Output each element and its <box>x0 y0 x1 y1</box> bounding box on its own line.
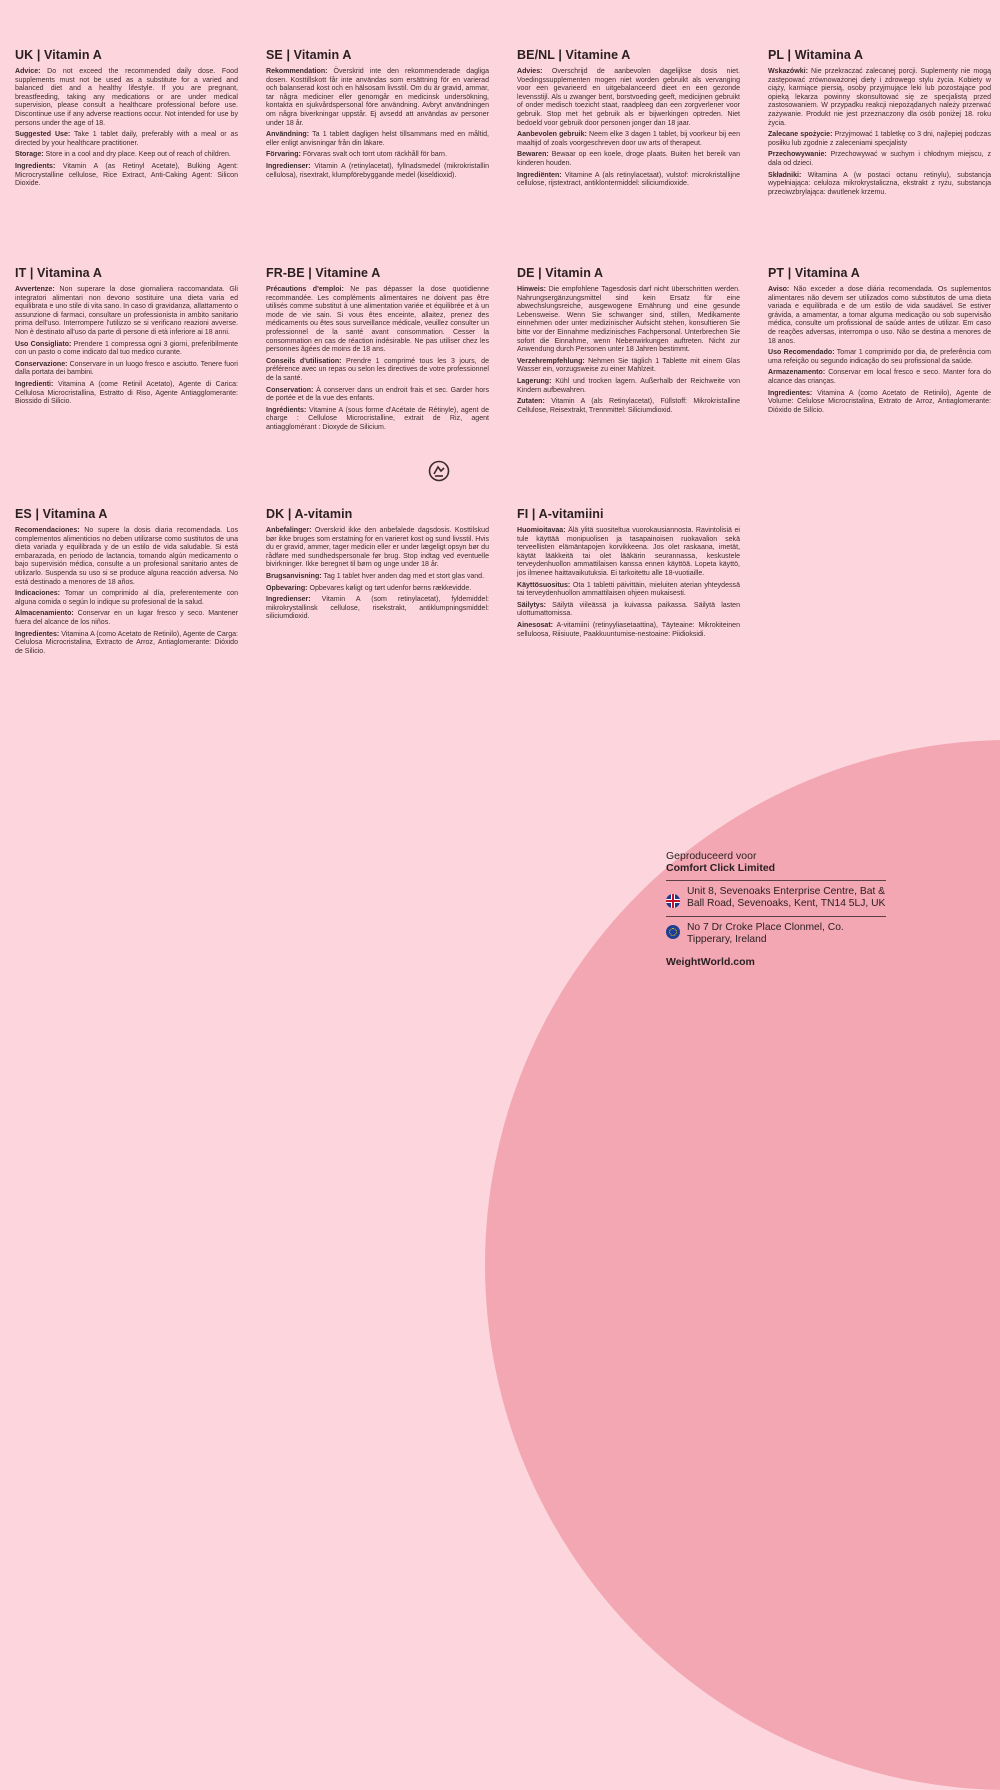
paragraph-label: Armazenamento: <box>768 369 826 377</box>
section-paragraph <box>266 286 489 355</box>
paragraph-label: Ingredienser: <box>266 596 311 604</box>
section-title: SE | Vitamin A <box>266 48 352 62</box>
paragraph-label: Rekommendation: <box>266 68 328 75</box>
paragraph-label: Förvaring: <box>266 151 301 159</box>
paragraph-text: Neem elke 3 dagen 1 tablet, bij voorkeur bij een maaltijd of zoals voorgeschreven door uw arts of therapeut. <box>517 131 740 147</box>
section-paragraph <box>768 68 991 128</box>
section-fr-be <box>266 266 489 436</box>
paragraph-text: Store in a cool and dry place. Keep out of reach of children. <box>43 151 231 159</box>
paragraph-label: Ingrédients: <box>266 406 307 414</box>
section-paragraph <box>15 631 238 657</box>
uk-flag-icon <box>666 894 680 908</box>
section-title: IT | Vitamina A <box>15 266 102 280</box>
section-paragraph <box>517 172 740 189</box>
paragraph-text: Ta 1 tablett dagligen helst tillsammans med en måltid, eller enligt anvisningar från din läkare. <box>266 131 489 147</box>
paragraph-label: Uso Recomendado: <box>768 349 835 357</box>
paragraph-text: Prendre 1 comprimé tous les 3 jours, de préférence avec un repas ou selon les directives de votre professionnel de la santé. <box>266 357 490 382</box>
address-uk-text: Unit 8, Sevenoaks Enterprise Centre, Bat & Ball Road, Sevenoaks, Kent, TN14 5LJ, UK <box>687 886 886 910</box>
paragraph-label: Advies: <box>517 68 543 75</box>
paragraph-label: Verzehrempfehlung: <box>517 357 585 365</box>
paragraph-label: Advice: <box>15 68 41 75</box>
paragraph-text: Vitamine A (als retinylacetaat), vulstof: microkristallijne cellulose, rijstextract, antiklontermiddel: siliciumdioxide. <box>517 171 740 188</box>
paragraph-text: Die empfohlene Tagesdosis darf nicht überschritten werden. Nahrungsergänzungsmittel sind kein Ersatz für eine abwechslungsreiche, ausgewogene Ernährung und eine gesunde Lebensweise. Wenn Sie schwanger sind, stillen, Medikamente einnehmen oder unter medizinischer Aufsicht stehen, konsultieren Sie bitte vor der Einnahme medizinisches Fachpersonal. Unterbrechen Sie sofort die Einnahme, wenn Nebenwirkungen auftreten. Nicht zur Anwendung durch Personen unter 18 Jahren bestimmt. <box>517 286 740 354</box>
section-paragraph <box>768 349 991 366</box>
section-paragraph <box>15 286 238 338</box>
paragraph-text: Overschrijd de aanbevolen dagelijkse dosis niet. Voedingssupplementen mogen niet worden gebruikt als vervanging voor een gevarieerd en uitgebalanceerd dieet en een gezonde levensstijl. Als u zwanger bent, borstvoeding geeft, medicijnen gebruikt of onder medisch toezicht staat, raadpleeg dan een zorgverlener voor gebruik. Stop met het gebruik als er bijwerkingen optreden. Niet bedoeld voor gebruik door personen jonger dan 18 jaar. <box>517 68 740 127</box>
section-title: UK | Vitamin A <box>15 48 102 62</box>
section-paragraph <box>517 358 740 375</box>
address-uk <box>666 880 886 916</box>
company-name: Comfort Click Limited <box>666 862 776 874</box>
section-paragraph <box>266 596 489 622</box>
website-link[interactable]: WeightWorld.com <box>666 956 755 969</box>
section-paragraph <box>768 286 991 346</box>
paragraph-text: Älä ylitä suositeltua vuorokausiannosta. Ravintolisiä ei tule käyttää monipuolisen ja tasapainoisen ruokavalion sekä terveellisten elämäntapojen korvikkeena. Jos olet raskaana, imetät, käytät lääkkeitä tai olet lääkärin seurannassa, keskustele terveydenhuollon ammattilaisen kanssa ennen käyttöä. Lopeta käyttö, jos ilmenee haittavaikutuksia. Ei tarkoitettu alle 18-vuotiaille. <box>517 527 740 577</box>
section-paragraph <box>266 387 489 404</box>
paragraph-label: Ingrediënten: <box>517 171 562 179</box>
section-pl <box>768 48 991 200</box>
section-paragraph <box>15 163 238 189</box>
produced-for-label: Geproduceerd voor <box>666 850 757 862</box>
section-paragraph <box>15 527 238 587</box>
paragraph-text: Przechowywać w suchym i chłodnym miejscu, z dala od dzieci. <box>768 151 991 167</box>
section-title: DK | A-vitamin <box>266 507 353 521</box>
section-paragraph <box>15 381 238 407</box>
paragraph-label: Aanbevolen gebruik: <box>517 131 587 139</box>
paragraph-text: Conservare in un luogo fresco e asciutto. Tenere fuori dalla portata dei bambini. <box>15 360 238 377</box>
section-paragraph <box>517 527 740 579</box>
section-paragraph <box>15 361 238 378</box>
paragraph-label: Recomendaciones: <box>15 527 80 534</box>
paragraph-label: Ingredienser: <box>266 162 311 170</box>
section-de <box>517 266 740 436</box>
section-paragraph <box>517 131 740 148</box>
section-paragraph <box>517 582 740 599</box>
section-paragraph <box>517 286 740 355</box>
paragraph-label: Brugsanvisning: <box>266 572 322 580</box>
row-1 <box>15 48 991 200</box>
section-title: PL | Witamina A <box>768 48 864 62</box>
paragraph-label: Składniki: <box>768 171 802 179</box>
section-title: PT | Vitamina A <box>768 266 860 280</box>
paragraph-label: Käyttösuositus: <box>517 581 571 589</box>
paragraph-text: Tag 1 tablet hver anden dag med et stort glas vand. <box>321 572 485 580</box>
paragraph-label: Huomioitavaa: <box>517 527 566 534</box>
paragraph-text: Vitamina A (come Retinil Acetato), Agente di Carica: Cellulosa Microcristallina, Estratto di Riso, Agente Antiagglomerante: Biossido di Silicio. <box>15 380 238 406</box>
section-se <box>266 48 489 200</box>
section-paragraph <box>266 68 489 128</box>
section-paragraph <box>517 378 740 395</box>
section-paragraph <box>768 172 991 198</box>
section-paragraph <box>266 358 489 384</box>
paragraph-label: Przechowywanie: <box>768 151 827 159</box>
section-paragraph <box>15 131 238 148</box>
section-paragraph <box>266 151 489 160</box>
section-paragraph <box>517 622 740 639</box>
section-fi <box>517 507 740 659</box>
paragraph-text: Nie przekraczać zalecanej porcji. Suplementy nie mogą zastępować zrównoważonej diety i zdrowego stylu życia. Kobiety w ciąży, karmiące piersią, osoby przyjmujące leki lub pozostające pod opieką lekarza powinny skonsultować się ze specjalistą przed zastosowaniem. W przypadku reakcji niepożądanych należy przerwać zażywanie. Produkt nie jest przeznaczony dla osób poniżej 18. roku życia. <box>768 68 991 127</box>
paragraph-text: À conserver dans un endroit frais et sec. Garder hors de portée et de la vue des enfants. <box>266 386 489 403</box>
paragraph-text: Conservar en un lugar fresco y seco. Mantener fuera del alcance de los niños. <box>15 610 238 626</box>
paragraph-text: Tomar 1 comprimido por dia, de preferência com uma refeição ou segundo indicação do seu profissional da saúde. <box>768 349 992 365</box>
section-paragraph <box>266 131 489 148</box>
manufacturer-block <box>666 850 886 968</box>
paragraph-label: Aviso: <box>768 286 790 293</box>
paragraph-label: Säilytys: <box>517 601 546 609</box>
section-uk <box>15 48 238 200</box>
paragraph-text: Ne pas dépasser la dose quotidienne recommandée. Les compléments alimentaires ne doivent pas être utilisés comme substitut à une alimentation variée et équilibrée et à un mode de vie sain. Si vous êtes enceinte, allaitez, prenez des médicaments ou êtes sous surveillance médicale, veuillez consulter un professionnel de la santé avant consommation. Cesser la consommation en cas de réaction indésirable. Ne pas utiliser chez les personnes âgées de moins de 18 ans. <box>266 286 489 354</box>
section-title: FI | A-vitamiini <box>517 507 604 521</box>
paragraph-label: Hinweis: <box>517 286 546 293</box>
section-title: BE/NL | Vitamine A <box>517 48 631 62</box>
section-it <box>15 266 238 436</box>
paragraph-label: Suggested Use: <box>15 131 71 139</box>
address-ie-text: No 7 Dr Croke Place Clonmel, Co. Tipperary, Ireland <box>687 921 844 946</box>
section-dk <box>266 507 489 659</box>
paragraph-label: Précautions d'emploi: <box>266 286 344 293</box>
paragraph-text: Vitamin A (as Retinyl Acetate), Bulking Agent: Microcrystalline cellulose, Rice Extract, Anti-Caking Agent: Silicon Dioxide. <box>15 162 238 188</box>
section-paragraph <box>266 407 489 433</box>
recycle-logo-icon <box>428 460 450 482</box>
paragraph-text: Overskrid ikke den anbefalede dagsdosis. Kosttilskud bør ikke bruges som erstatning for en varieret kost og sund livsstil. Hvis du er gravid, ammer, tager medicin eller er under lægeligt opsyn bør du rådføre med sundhedspersonale før brug. Stop indtag ved eventuelle bivirkninger. Ikke beregnet til børn og unge under 18 år. <box>266 527 489 569</box>
paragraph-text: Överskrid inte den rekommenderade dagliga dosen. Kosttillskott får inte användas som ersättning för en varierad och balanserad kost och en hälsosam livsstil. Om du är gravid, ammar, tar några mediciner eller genomgår en medicinsk undersökning, kontakta en sjukvårdspersonal före användning. Avbryt användningen om några biverkningar uppstår. Ej avsedd att användas av personer under 18 år. <box>266 68 489 127</box>
section-title: DE | Vitamin A <box>517 266 604 280</box>
section-title: ES | Vitamina A <box>15 507 108 521</box>
paragraph-text: Ota 1 tabletti päivittäin, mieluiten aterian yhteydessä tai terveydenhuollon ammattilaisen ohjeen mukaisesti. <box>517 581 740 598</box>
section-paragraph <box>266 573 489 582</box>
section-paragraph <box>15 610 238 627</box>
section-paragraph <box>517 602 740 619</box>
paragraph-text: No supere la dosis diaria recomendada. Los complementos alimenticios no deben utilizarse como sustitutos de una dieta variada y equilibrada y de un estilo de vida saludable. Si está embarazada, en periodo de lactancia, tomando algún medicamento o bajo supervisión médica, consulte a un profesional sanitario antes de utilizarlo. Suspenda su uso si se produce alguna reacción adversa. No está destinado a menores de 18 años. <box>15 527 238 586</box>
section-be-nl <box>517 48 740 200</box>
paragraph-label: Conservazione: <box>15 360 68 368</box>
paragraph-label: Ainesosat: <box>517 621 554 629</box>
section-paragraph <box>768 390 991 416</box>
paragraph-text: Prendere 1 compressa ogni 3 giorni, preferibilmente con un pasto o come indicato dal tuo medico curante. <box>15 340 239 357</box>
paragraph-label: Conservation: <box>266 386 314 394</box>
address-ie <box>666 916 886 952</box>
section-title: FR-BE | Vitamine A <box>266 266 381 280</box>
paragraph-label: Zutaten: <box>517 398 545 406</box>
paragraph-text: Do not exceed the recommended daily dose. Food supplements must not be used as a substitute for a varied and balanced diet and a healthy lifestyle. If you are pregnant, breastfeeding, taking any medications or are under medical supervision, please consult a healthcare professional before use. Discontinue use if any adverse reactions occur. Not intended for use by persons under the age of 18. <box>15 68 238 127</box>
eu-flag-icon <box>666 925 680 939</box>
paragraph-label: Ingredienti: <box>15 380 54 388</box>
paragraph-label: Användning: <box>266 131 310 139</box>
paragraph-text: Vitamin A (som retinylacetat), fyldemiddel: mikrokrystallinsk cellulose, risekstrakt, antiklumpningsmiddel: siliciumdioxid. <box>266 596 489 621</box>
paragraph-text: Non superare la dose giornaliera raccomandata. Gli integratori alimentari non devono sostituire una dieta varia ed equilibrata e uno stile di vita sano. In caso di gravidanza, allattamento o assunzione di farmaci, consultare un professionista in ambito sanitario prima dell'uso. Interrompere l'utilizzo se si verificano reazioni avverse. Non è destinato all'uso da parte di persone di età inferiore ai 18 anni. <box>15 286 238 336</box>
section-paragraph <box>517 151 740 168</box>
paragraph-text: Witamina A (w postaci octanu retinylu), substancja wypełniająca: celuloza mikrokrystaliczna, ekstrakt z ryżu, substancja przeciwzbrylająca: dwutlenek krzemu. <box>768 171 991 196</box>
paragraph-text: Vitamina A (como Acetato de Retinilo), Agente de Carga: Celulosa Microcristalina, Extracto de Arroz, Antiaglomerante: Dióxido de Silicio. <box>15 630 238 655</box>
paragraph-label: Zalecane spożycie: <box>768 131 833 139</box>
paragraph-label: Almacenamiento: <box>15 610 74 618</box>
paragraph-text: Bewaar op een koele, droge plaats. Buiten het bereik van kinderen houden. <box>517 151 740 167</box>
paragraph-label: Avvertenze: <box>15 286 55 293</box>
paragraph-label: Ingredientes: <box>768 389 813 397</box>
section-paragraph <box>15 151 238 160</box>
section-paragraph <box>266 527 489 570</box>
section-paragraph <box>266 163 489 180</box>
paragraph-text: Vitamine A (sous forme d'Acétate de Rétinyle), agent de charge : Cellulose Microcristalline, extrait de Riz, agent antiagglomérant : Dioxyde de Silicium. <box>266 406 489 431</box>
paragraph-text: Nehmen Sie täglich 1 Tablette mit einem Glas Wasser ein, vorzugsweise zu einer Mahlzeit. <box>517 357 740 374</box>
paragraph-label: Lagerung: <box>517 377 552 385</box>
section-paragraph <box>15 341 238 358</box>
section-paragraph <box>517 398 740 415</box>
paragraph-text: Kühl und trocken lagern. Außerhalb der Reichweite von Kindern aufbewahren. <box>517 377 740 394</box>
section-paragraph <box>15 68 238 128</box>
paragraph-label: Ingredients: <box>15 162 56 170</box>
section-paragraph <box>266 585 489 594</box>
section-paragraph <box>768 369 991 386</box>
section-paragraph <box>517 68 740 128</box>
section-paragraph <box>768 131 991 148</box>
paragraph-text: Vitamina A (como Acetato de Retinilo), Agente de Volume: Celulose Microcristalina, Extrato de Arroz, Antiaglomerante: Dióxido de Silício. <box>768 389 991 414</box>
paragraph-text: Vitamin A (retinylacetat), fyllnadsmedel (mikrokristallin cellulosa), risextrakt, klumpförebyggande medel (kiseldioxid). <box>266 162 489 179</box>
paragraph-label: Wskazówki: <box>768 68 808 75</box>
paragraph-label: Indicaciones: <box>15 590 61 598</box>
paragraph-text: Opbevares køligt og tørt udenfor børns rækkevidde. <box>307 584 472 592</box>
paragraph-label: Uso Consigliato: <box>15 340 72 348</box>
paragraph-label: Storage: <box>15 151 44 159</box>
paragraph-text: Conservar em local fresco e seco. Manter fora do alcance das crianças. <box>768 369 991 385</box>
paragraph-text: Tomar un comprimido al día, preferentemente con alguna comida o según lo indique su profesional de la salud. <box>15 590 238 606</box>
paragraph-text: Säilytä viileässä ja kuivassa paikassa. Säilytä lasten ulottumattomissa. <box>517 601 740 618</box>
paragraph-text: Não exceder a dose diária recomendada. Os suplementos alimentares não devem ser utilizados como substitutos de uma dieta variada e equilibrada e de um estilo de vida saudável. Se estiver grávida, a amamentar, a tomar alguma medicação ou sob supervisão médica, consulte um profissional de saúde antes de utilizar. Em caso de reações adversas, interrompa o uso. Não se destina a menores de 18 anos. <box>768 286 991 345</box>
row-2 <box>15 266 991 436</box>
paragraph-label: Conseils d'utilisation: <box>266 357 342 365</box>
paragraph-text: Vitamin A (als Retinylacetat), Füllstoff: Mikrokristalline Cellulose, Reisextrakt, Trennmittel: Siliciumdioxid. <box>517 398 740 414</box>
paragraph-label: Bewaren: <box>517 151 549 159</box>
paragraph-text: A-vitamiini (retinyyliasetaattina), Täyteaine: Mikrokiteinen selluloosa, Riisiuute, Paakkuuntumise-nestoaine: Piidioksidi. <box>517 621 740 638</box>
section-pt <box>768 266 991 436</box>
paragraph-label: Opbevaring: <box>266 584 308 592</box>
paragraph-label: Ingredientes: <box>15 630 60 638</box>
paragraph-text: Förvaras svalt och torrt utom räckhåll för barn. <box>300 151 447 159</box>
paragraph-text: Take 1 tablet daily, preferably with a meal or as directed by your healthcare practitioner. <box>15 131 238 147</box>
paragraph-label: Anbefalinger: <box>266 527 312 534</box>
section-es <box>15 507 238 659</box>
section-paragraph <box>768 151 991 168</box>
paragraph-text: Przyjmować 1 tabletkę co 3 dni, najlepiej podczas posiłku lub zgodnie z zaleceniami specjalisty <box>768 131 991 147</box>
section-paragraph <box>15 590 238 607</box>
row-3 <box>15 507 740 659</box>
